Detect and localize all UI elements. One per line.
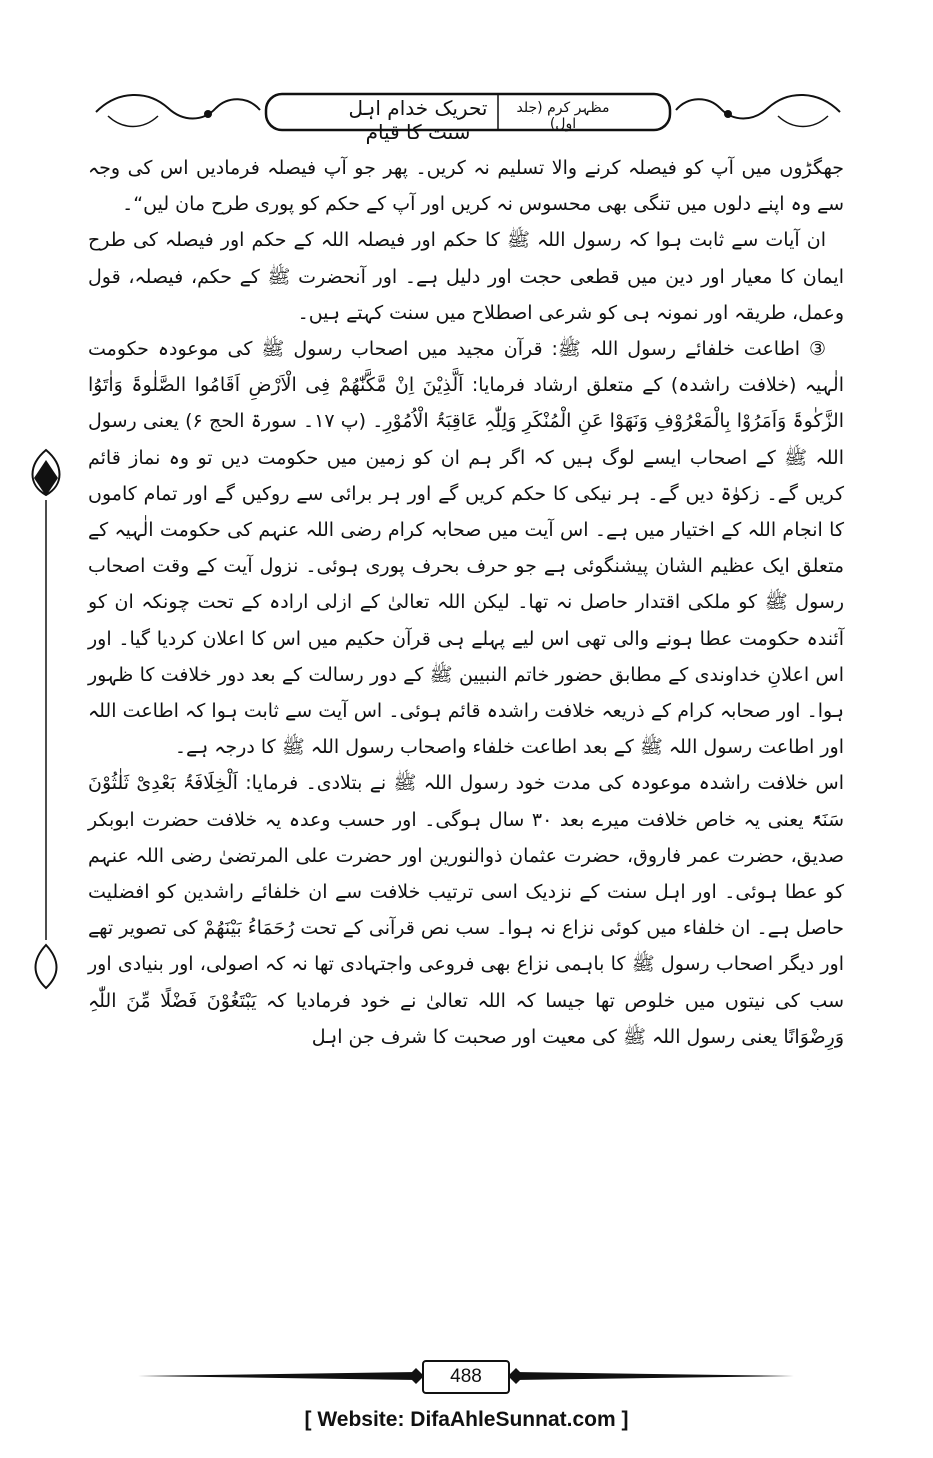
running-header xyxy=(88,86,848,144)
paragraph: اس خلافت راشدہ موعودہ کی مدت خود رسول اللہ ﷺ نے بتلادی۔ فرمایا: اَلْخِلَافَۃُ بَعْدِیْ ثَلٰثُوْنَ سَنَۃً یعنی یہ خاص خلافت میرے بعد ۳۰ سال ہوگی۔ اور حسب وعدہ یہ خلافت حضرت ابوبکر صدیق، حضرت عمر فاروق، حضرت عثمان ذوالنورین اور حضرت علی المرتضیٰ رضی اللہ عنہم کو عطا ہوئی۔ اور اہل سنت کے نزدیک اسی ترتیب خلافت سے ان خلفائے راشدین کو افضلیت حاصل ہے۔ ان خلفاء میں کوئی نزاع نہ ہوا۔ سب نص قرآنی کے تحت رُحَمَاءُ بَیْنَھُمْ کی تصویر تھے اور دیگر اصحاب رسول ﷺ کا باہمی نزاع بھی فروعی واجتہادی تھا نہ کہ اصولی، اور بنیادی اور سب کی نیتوں میں خلوص تھا جیسا کہ اللہ تعالیٰ نے خود فرمادیا کہ یَبْتَغُوْنَ فَضْلًا مِّنَ اللّٰہِ وَرِضْوَانًا یعنی رسول اللہ ﷺ کی معیت اور صحبت کا شرف جن اہل xyxy=(88,772,844,1048)
paragraph: جھگڑوں میں آپ کو فیصلہ کرنے والا تسلیم نہ کریں۔ پھر جو آپ فیصلہ فرمادیں اس کی وجہ سے وہ اپنے دلوں میں تنگی بھی محسوس نہ کریں اور آپ کے حکم کو پوری طرح مان لیں“۔ xyxy=(88,157,844,216)
side-ornament xyxy=(18,440,74,1000)
chapter-title: تحریک خدام اہل سنت کا قیام xyxy=(348,96,488,144)
book-title: مظہر کرم (جلد اول) xyxy=(516,100,610,132)
page-number: 488 xyxy=(422,1360,510,1394)
paragraph: ③ اطاعت خلفائے رسول اللہ ﷺ: قرآن مجید میں اصحاب رسول ﷺ کی موعودہ حکومت الٰہیہ (خلافت راشدہ) کے متعلق ارشاد فرمایا: اَلَّذِیْنَ اِنْ مَّکَّنّٰھُمْ فِی الْاَرْضِ اَقَامُوا الصَّلٰوۃَ وَاٰتَوُا الزَّکٰوۃَ وَاَمَرُوْا بِالْمَعْرُوْفِ وَنَھَوْا عَنِ الْمُنْکَرِ وَلِلّٰہِ عَاقِبَۃُ الْاُمُوْرِ۔ (پ ۱۷۔ سورۃ الحج ۶) یعنی رسول اللہ ﷺ کے اصحاب ایسے لوگ ہیں کہ اگر ہم ان کو زمین میں حکومت دیں تو وہ نماز قائم کریں گے۔ زکوٰۃ دیں گے۔ ہر نیکی کا حکم کریں گے اور ہر برائی سے روکیں گے اور تمام کاموں کا انجام اللہ کے اختیار میں ہے۔ اس آیت میں صحابہ کرام رضی اللہ عنہم کی حکومت الٰہیہ کے متعلق ایک عظیم الشان پیشنگوئی ہے جو حرف بحرف پوری ہوئی۔ نزول آیت کے وقت اصحاب رسول ﷺ کو ملکی اقتدار حاصل نہ تھا۔ لیکن اللہ تعالیٰ کے ازلی ارادہ کے تحت چونکہ ان کو آئندہ حکومت عطا ہونے والی تھی اس لیے پہلے ہی قرآن حکیم میں اس کا اعلان کردیا گیا۔ اور اس اعلانِ خداوندی کے مطابق حضور خاتم النبیین ﷺ کے دور رسالت کے بعد دور خلافت کا ظہور ہوا۔ اور صحابہ کرام کے ذریعہ خلافت راشدہ قائم ہوئی۔ اس آیت سے ثابت ہوا کہ اطاعت اللہ اور اطاعت رسول اللہ ﷺ کے بعد اطاعت خلفاء واصحاب رسول اللہ ﷺ کا درجہ ہے۔ xyxy=(88,338,845,759)
paragraph: ان آیات سے ثابت ہوا کہ رسول اللہ ﷺ کا حکم اور فیصلہ اللہ کے حکم اور فیصلہ کی طرح ایمان کا معیار اور دین میں قطعی حجت اور دلیل ہے۔ اور آنحضرت ﷺ کے حکم، فیصلہ، قول وعمل، طریقہ اور نمونہ ہی کو شرعی اصطلاح میں سنت کہتے ہیں۔ xyxy=(88,229,844,324)
page-body xyxy=(88,150,844,1055)
website-footer: [ Website: DifaAhleSunnat.com ] xyxy=(304,1408,629,1431)
